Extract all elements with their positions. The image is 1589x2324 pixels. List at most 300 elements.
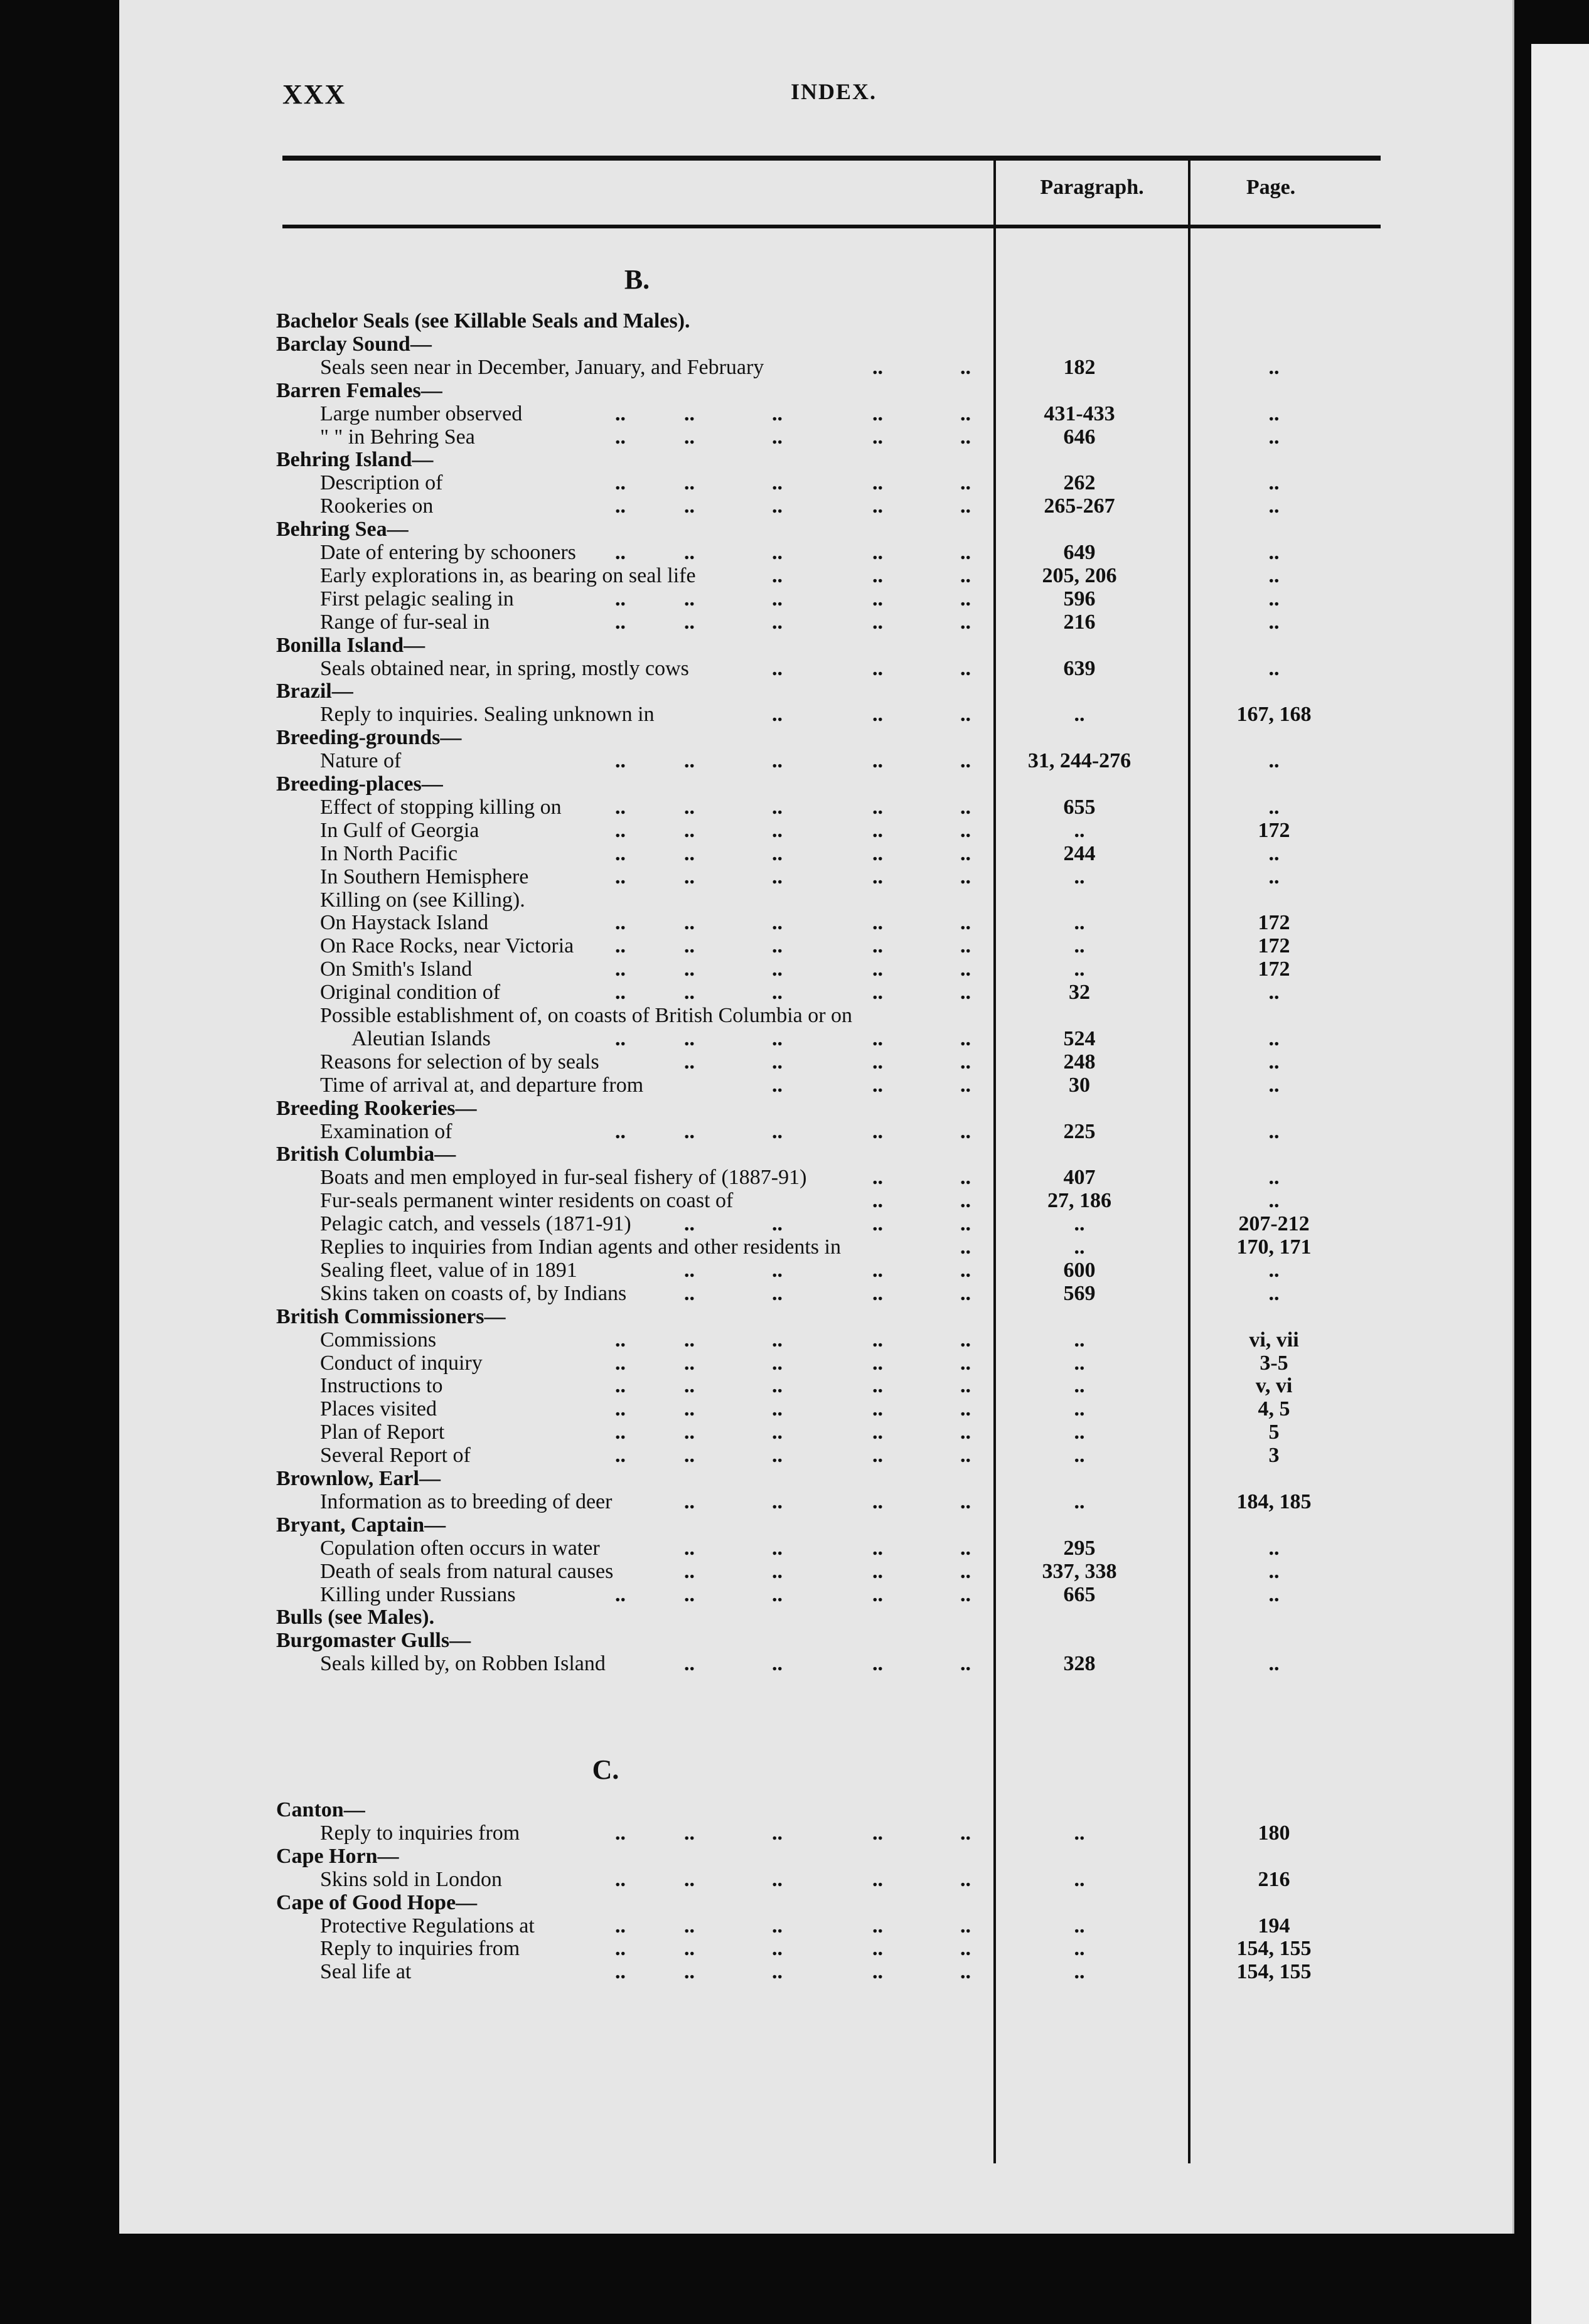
index-entry	[0, 1050, 1589, 1075]
page-ref: 172	[1258, 957, 1290, 981]
leader-dots: ..	[684, 587, 695, 610]
index-entry	[0, 494, 1589, 519]
paragraph-ref: ..	[1074, 865, 1085, 888]
leader-dots: ..	[872, 1212, 883, 1235]
leader-dots: ..	[684, 1652, 695, 1675]
paragraph-ref: ..	[1074, 1914, 1085, 1938]
entry-label: Copulation often occurs in water	[320, 1537, 600, 1560]
entry-label: British Commissioners—	[276, 1305, 506, 1328]
leader-dots: ..	[872, 796, 883, 819]
leader-dots: ..	[772, 564, 783, 587]
leader-dots: ..	[772, 819, 783, 842]
leader-dots: ..	[960, 703, 971, 726]
leader-dots: ..	[772, 1074, 783, 1097]
leader-dots: ..	[872, 1050, 883, 1074]
leader-dots: ..	[872, 1074, 883, 1097]
leader-dots: ..	[960, 957, 971, 981]
index-entry	[0, 1605, 1589, 1630]
index-entry	[0, 725, 1589, 750]
entry-label: Conduct of inquiry	[320, 1351, 483, 1375]
paragraph-ref: 216	[1063, 610, 1096, 634]
page-ref: 172	[1258, 911, 1290, 934]
leader-dots: ..	[960, 1652, 971, 1675]
leader-dots: ..	[615, 1120, 626, 1143]
entry-label: On Haystack Island	[320, 911, 489, 934]
index-entry	[0, 865, 1589, 890]
leader-dots: ..	[960, 1914, 971, 1938]
entry-label: Bonilla Island—	[276, 634, 425, 657]
leader-dots: ..	[615, 865, 626, 888]
leader-dots: ..	[960, 1490, 971, 1513]
index-entry	[0, 1936, 1589, 1961]
entry-label: Range of fur-seal in	[320, 610, 490, 634]
paragraph-ref: 600	[1063, 1259, 1096, 1282]
paragraph-column-header: Paragraph.	[1040, 176, 1144, 199]
leader-dots: ..	[960, 1560, 971, 1583]
paragraph-ref: 30	[1069, 1074, 1090, 1097]
leader-dots: ..	[772, 425, 783, 449]
index-entry	[0, 563, 1589, 589]
entry-label: Possible establishment of, on coasts of British Columbia or on	[320, 1004, 853, 1027]
leader-dots: ..	[772, 1212, 783, 1235]
paragraph-ref: ..	[1074, 1351, 1085, 1375]
leader-dots: ..	[960, 425, 971, 449]
entry-label: Behring Sea—	[276, 518, 409, 541]
page-ref: v, vi	[1255, 1374, 1293, 1397]
paragraph-ref: ..	[1074, 1821, 1085, 1845]
leader-dots: ..	[772, 587, 783, 610]
page-ref: ..	[1268, 587, 1280, 610]
leader-dots: ..	[615, 1351, 626, 1375]
index-entry	[0, 679, 1589, 704]
leader-dots: ..	[615, 981, 626, 1004]
index-entry	[0, 1821, 1589, 1846]
entry-label: Burgomaster Gulls—	[276, 1629, 471, 1652]
section-letter: C.	[592, 1754, 619, 1785]
leader-dots: ..	[872, 703, 883, 726]
leader-dots: ..	[960, 1868, 971, 1891]
index-entry	[0, 587, 1589, 612]
leader-dots: ..	[684, 1259, 695, 1282]
page-column-header: Page.	[1246, 176, 1296, 199]
index-entry	[0, 1119, 1589, 1144]
leader-dots: ..	[772, 1960, 783, 1983]
leader-dots: ..	[772, 796, 783, 819]
leader-dots: ..	[872, 1868, 883, 1891]
page-ref: 3-5	[1260, 1351, 1288, 1375]
leader-dots: ..	[684, 1960, 695, 1983]
page-ref: ..	[1268, 425, 1280, 449]
index-entry	[0, 1096, 1589, 1121]
index-entry	[0, 1798, 1589, 1823]
page-ref: 216	[1258, 1868, 1290, 1891]
index-entry	[0, 818, 1589, 843]
index-entry	[0, 1959, 1589, 1985]
leader-dots: ..	[872, 749, 883, 772]
paragraph-ref: ..	[1074, 1235, 1085, 1259]
entry-label: On Race Rocks, near Victoria	[320, 934, 574, 957]
leader-dots: ..	[615, 1960, 626, 1983]
entry-label: Seals seen near in December, January, and February	[320, 356, 764, 379]
leader-dots: ..	[872, 1421, 883, 1444]
page-number-roman: XXX	[282, 79, 346, 110]
entry-label: Information as to breeding of deer	[320, 1490, 613, 1513]
page-ref: ..	[1268, 541, 1280, 564]
leader-dots: ..	[684, 1868, 695, 1891]
index-entry	[0, 1328, 1589, 1353]
entry-label: Seal life at	[320, 1960, 412, 1983]
index-entry	[0, 1466, 1589, 1491]
paragraph-ref: 665	[1063, 1583, 1096, 1606]
leader-dots: ..	[684, 749, 695, 772]
entry-label: Fur-seals permanent winter residents on coast of	[320, 1189, 734, 1212]
top-rule	[282, 156, 1381, 161]
section-letter: B.	[624, 264, 650, 295]
leader-dots: ..	[872, 425, 883, 449]
index-entry	[0, 1582, 1589, 1607]
index-entry	[0, 1165, 1589, 1190]
leader-dots: ..	[772, 1027, 783, 1050]
paragraph-ref: ..	[1074, 1328, 1085, 1351]
leader-dots: ..	[684, 957, 695, 981]
entry-label: Pelagic catch, and vessels (1871-91)	[320, 1212, 631, 1235]
entry-label: Large number observed	[320, 402, 523, 425]
page-ref: ..	[1268, 865, 1280, 888]
paragraph-ref: 646	[1063, 425, 1096, 449]
page-ref: 154, 155	[1236, 1937, 1312, 1960]
leader-dots: ..	[872, 1259, 883, 1282]
entry-label: British Columbia—	[276, 1143, 456, 1166]
leader-dots: ..	[872, 842, 883, 865]
leader-dots: ..	[772, 657, 783, 680]
leader-dots: ..	[684, 471, 695, 494]
leader-dots: ..	[960, 402, 971, 425]
leader-dots: ..	[684, 1490, 695, 1513]
leader-dots: ..	[960, 1821, 971, 1845]
leader-dots: ..	[772, 934, 783, 957]
leader-dots: ..	[684, 1328, 695, 1351]
leader-dots: ..	[872, 1444, 883, 1467]
index-entry	[0, 1397, 1589, 1422]
paragraph-ref: 225	[1063, 1120, 1096, 1143]
entry-label: Original condition of	[320, 981, 501, 1004]
leader-dots: ..	[772, 1537, 783, 1560]
index-entry	[0, 772, 1589, 797]
entry-label: Brownlow, Earl—	[276, 1467, 441, 1490]
leader-dots: ..	[872, 1120, 883, 1143]
index-entry	[0, 1651, 1589, 1676]
index-entry	[0, 610, 1589, 635]
entry-label: Cape of Good Hope—	[276, 1891, 478, 1914]
leader-dots: ..	[872, 402, 883, 425]
page-ref: 154, 155	[1236, 1960, 1312, 1983]
paragraph-ref: 182	[1063, 356, 1096, 379]
page-ref: 194	[1258, 1914, 1290, 1938]
page-ref: ..	[1268, 1120, 1280, 1143]
leader-dots: ..	[960, 1444, 971, 1467]
index-entry	[0, 1536, 1589, 1561]
page-ref: 172	[1258, 819, 1290, 842]
leader-dots: ..	[960, 1282, 971, 1305]
paragraph-ref: 27, 186	[1047, 1189, 1111, 1212]
index-entry	[0, 425, 1589, 450]
leader-dots: ..	[872, 610, 883, 634]
index-entry	[0, 656, 1589, 681]
leader-dots: ..	[872, 494, 883, 518]
page-ref: 4, 5	[1258, 1397, 1290, 1421]
leader-dots: ..	[960, 911, 971, 934]
leader-dots: ..	[872, 1027, 883, 1050]
index-entry	[0, 1188, 1589, 1213]
leader-dots: ..	[684, 865, 695, 888]
index-entry	[0, 1258, 1589, 1283]
leader-dots: ..	[615, 1328, 626, 1351]
leader-dots: ..	[684, 1351, 695, 1375]
index-entry	[0, 841, 1589, 866]
leader-dots: ..	[772, 1444, 783, 1467]
leader-dots: ..	[960, 541, 971, 564]
leader-dots: ..	[960, 356, 971, 379]
paragraph-ref: 248	[1063, 1050, 1096, 1074]
index-entry	[0, 517, 1589, 542]
leader-dots: ..	[872, 1937, 883, 1960]
index-entry	[0, 1914, 1589, 1939]
leader-dots: ..	[684, 1914, 695, 1938]
leader-dots: ..	[960, 1351, 971, 1375]
leader-dots: ..	[615, 819, 626, 842]
paragraph-ref: ..	[1074, 819, 1085, 842]
page-ref: ..	[1268, 749, 1280, 772]
leader-dots: ..	[772, 957, 783, 981]
leader-dots: ..	[872, 1490, 883, 1513]
paragraph-ref: 328	[1063, 1652, 1096, 1675]
entry-label: Protective Regulations at	[320, 1914, 535, 1938]
leader-dots: ..	[872, 1397, 883, 1421]
entry-label: Reply to inquiries from	[320, 1821, 520, 1845]
paragraph-ref: ..	[1074, 1212, 1085, 1235]
page-ref: 180	[1258, 1821, 1290, 1845]
index-entry	[0, 1513, 1589, 1538]
leader-dots: ..	[684, 1583, 695, 1606]
paragraph-ref: ..	[1074, 1444, 1085, 1467]
index-entry	[0, 1420, 1589, 1445]
page-ref: ..	[1268, 1189, 1280, 1212]
leader-dots: ..	[772, 402, 783, 425]
entry-label: Instructions to	[320, 1374, 443, 1397]
entry-label: In Gulf of Georgia	[320, 819, 479, 842]
leader-dots: ..	[684, 610, 695, 634]
leader-dots: ..	[615, 749, 626, 772]
entry-label: Effect of stopping killing on	[320, 796, 562, 819]
index-entry	[0, 1351, 1589, 1376]
leader-dots: ..	[772, 610, 783, 634]
leader-dots: ..	[684, 402, 695, 425]
leader-dots: ..	[772, 1652, 783, 1675]
page-ref: ..	[1268, 1074, 1280, 1097]
leader-dots: ..	[684, 934, 695, 957]
leader-dots: ..	[872, 981, 883, 1004]
leader-dots: ..	[615, 911, 626, 934]
leader-dots: ..	[615, 796, 626, 819]
leader-dots: ..	[684, 425, 695, 449]
leader-dots: ..	[615, 1421, 626, 1444]
entry-label: Cape Horn—	[276, 1845, 399, 1868]
leader-dots: ..	[684, 1821, 695, 1845]
leader-dots: ..	[960, 1960, 971, 1983]
leader-dots: ..	[960, 587, 971, 610]
leader-dots: ..	[872, 541, 883, 564]
leader-dots: ..	[960, 657, 971, 680]
paragraph-ref: ..	[1074, 911, 1085, 934]
paragraph-ref: 524	[1063, 1027, 1096, 1050]
leader-dots: ..	[772, 1914, 783, 1938]
leader-dots: ..	[684, 1027, 695, 1050]
entry-label: Behring Island—	[276, 448, 434, 471]
leader-dots: ..	[960, 1027, 971, 1050]
leader-dots: ..	[684, 1560, 695, 1583]
entry-label: Places visited	[320, 1397, 437, 1421]
index-entry	[0, 795, 1589, 820]
leader-dots: ..	[615, 1397, 626, 1421]
index-entry	[0, 1281, 1589, 1306]
index-entry	[0, 540, 1589, 565]
index-entry	[0, 1443, 1589, 1468]
leader-dots: ..	[772, 865, 783, 888]
leader-dots: ..	[684, 842, 695, 865]
page-ref: ..	[1268, 564, 1280, 587]
leader-dots: ..	[772, 1868, 783, 1891]
paragraph-ref: ..	[1074, 1421, 1085, 1444]
paragraph-ref: ..	[1074, 1397, 1085, 1421]
leader-dots: ..	[772, 1583, 783, 1606]
paragraph-ref: ..	[1074, 1490, 1085, 1513]
entry-label: In Southern Hemisphere	[320, 865, 529, 888]
leader-dots: ..	[960, 471, 971, 494]
entry-label: Bulls (see Males).	[276, 1606, 435, 1629]
leader-dots: ..	[960, 1374, 971, 1397]
leader-dots: ..	[684, 1444, 695, 1467]
header-rule	[282, 225, 1381, 228]
entry-label: Nature of	[320, 749, 402, 772]
paragraph-ref: 407	[1063, 1166, 1096, 1189]
leader-dots: ..	[772, 1397, 783, 1421]
leader-dots: ..	[960, 796, 971, 819]
leader-dots: ..	[960, 981, 971, 1004]
index-entry	[0, 1026, 1589, 1052]
entry-label: First pelagic sealing in	[320, 587, 514, 610]
leader-dots: ..	[872, 657, 883, 680]
leader-dots: ..	[872, 471, 883, 494]
leader-dots: ..	[960, 564, 971, 587]
leader-dots: ..	[615, 1914, 626, 1938]
leader-dots: ..	[615, 610, 626, 634]
leader-dots: ..	[960, 1421, 971, 1444]
leader-dots: ..	[615, 402, 626, 425]
leader-dots: ..	[772, 1421, 783, 1444]
index-entry	[0, 1867, 1589, 1892]
page-ref: 184, 185	[1236, 1490, 1312, 1513]
entry-label: Breeding-grounds—	[276, 726, 462, 749]
entry-label: Skins sold in London	[320, 1868, 502, 1891]
index-entry	[0, 1003, 1589, 1028]
leader-dots: ..	[772, 1120, 783, 1143]
leader-dots: ..	[684, 1421, 695, 1444]
leader-dots: ..	[872, 1960, 883, 1983]
leader-dots: ..	[615, 1027, 626, 1050]
entry-label: Killing on (see Killing).	[320, 888, 525, 912]
index-entry	[0, 749, 1589, 774]
index-entry	[0, 1142, 1589, 1167]
entry-label: In North Pacific	[320, 842, 458, 865]
index-entry	[0, 309, 1589, 334]
leader-dots: ..	[615, 587, 626, 610]
leader-dots: ..	[960, 610, 971, 634]
index-entry	[0, 402, 1589, 427]
page-ref: vi, vii	[1249, 1328, 1299, 1351]
leader-dots: ..	[872, 1351, 883, 1375]
leader-dots: ..	[872, 1166, 883, 1189]
paragraph-ref: 655	[1063, 796, 1096, 819]
page-ref: ..	[1268, 1259, 1280, 1282]
index-entry	[0, 702, 1589, 727]
leader-dots: ..	[772, 541, 783, 564]
leader-dots: ..	[960, 1189, 971, 1212]
entry-label: On Smith's Island	[320, 957, 473, 981]
entry-label: Barren Females—	[276, 379, 442, 402]
leader-dots: ..	[684, 1397, 695, 1421]
leader-dots: ..	[872, 1189, 883, 1212]
index-entry	[0, 1373, 1589, 1399]
leader-dots: ..	[872, 564, 883, 587]
entry-label: Reasons for selection of by seals	[320, 1050, 599, 1074]
leader-dots: ..	[960, 819, 971, 842]
paragraph-ref: ..	[1074, 703, 1085, 726]
index-entry	[0, 1844, 1589, 1869]
page-ref: ..	[1268, 471, 1280, 494]
leader-dots: ..	[684, 541, 695, 564]
leader-dots: ..	[960, 749, 971, 772]
leader-dots: ..	[684, 1282, 695, 1305]
leader-dots: ..	[960, 865, 971, 888]
page-ref: ..	[1268, 1652, 1280, 1675]
leader-dots: ..	[960, 1166, 971, 1189]
leader-dots: ..	[615, 1821, 626, 1845]
entry-label: Bryant, Captain—	[276, 1513, 446, 1537]
index-entry	[0, 910, 1589, 935]
leader-dots: ..	[615, 1583, 626, 1606]
leader-dots: ..	[872, 1583, 883, 1606]
leader-dots: ..	[684, 911, 695, 934]
leader-dots: ..	[684, 494, 695, 518]
entry-label: Sealing fleet, value of in 1891	[320, 1259, 577, 1282]
leader-dots: ..	[872, 1652, 883, 1675]
entry-label: Death of seals from natural causes	[320, 1560, 614, 1583]
leader-dots: ..	[615, 842, 626, 865]
paragraph-ref: ..	[1074, 957, 1085, 981]
leader-dots: ..	[615, 471, 626, 494]
entry-label: Aleutian Islands	[351, 1027, 491, 1050]
leader-dots: ..	[772, 1351, 783, 1375]
leader-dots: ..	[772, 981, 783, 1004]
leader-dots: ..	[684, 1120, 695, 1143]
page-ref: 172	[1258, 934, 1290, 957]
entry-label: Skins taken on coasts of, by Indians	[320, 1282, 627, 1305]
index-entry	[0, 633, 1589, 658]
page-ref: ..	[1268, 402, 1280, 425]
leader-dots: ..	[960, 494, 971, 518]
leader-dots: ..	[772, 749, 783, 772]
leader-dots: ..	[615, 934, 626, 957]
